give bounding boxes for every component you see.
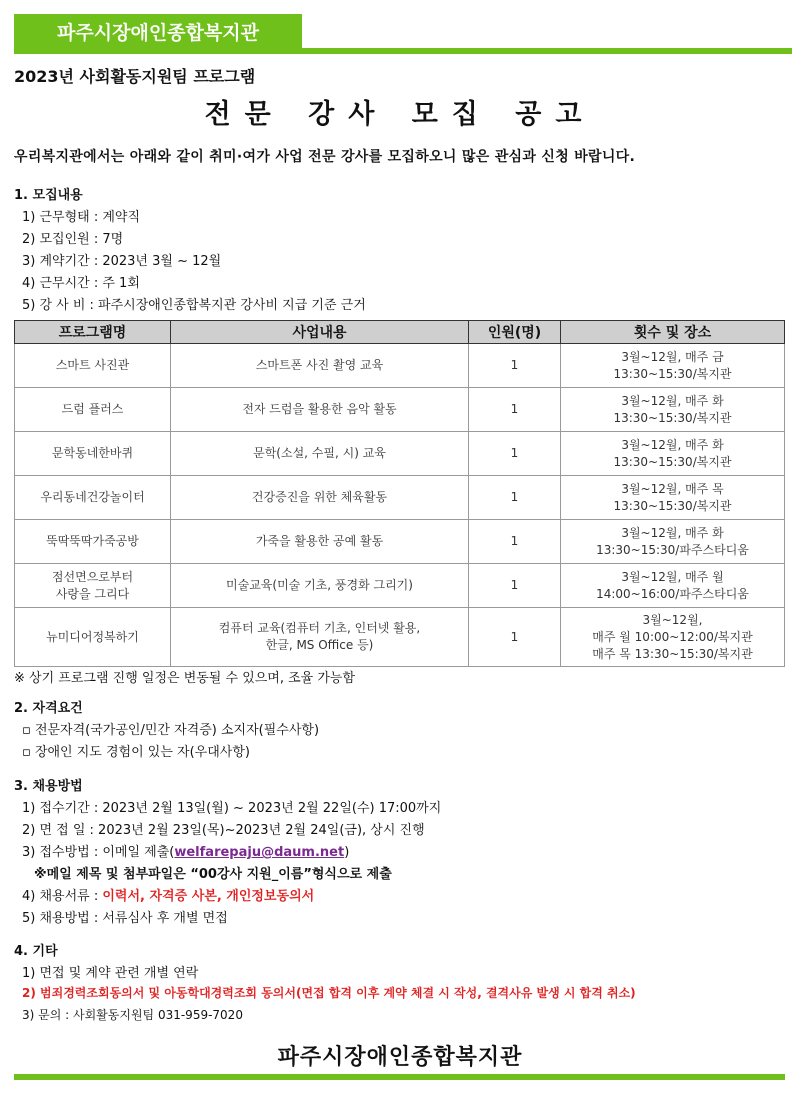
col-header-count: 인원(명) [469, 321, 561, 344]
schedule-line: 14:00~16:00/파주스타디움 [596, 586, 749, 601]
table-note: ※ 상기 프로그램 진행 일정은 변동될 수 있으며, 조율 가능함 [14, 671, 356, 686]
page-title: 전문 강사 모집 공고 [204, 99, 596, 130]
section3-heading: 3. 채용방법 [14, 779, 83, 794]
program-name-cell: 뉴미디어정복하기 [15, 608, 171, 667]
hiring-item-selection: 5) 채용방법 : 서류심사 후 개별 면접 [22, 911, 228, 926]
recruit-item: 4) 근무시간 : 주 1회 [22, 276, 140, 291]
program-name-cell: 점선면으로부터 사랑을 그리다 [15, 564, 171, 608]
schedule-line: 3월~12월, 매주 화 [621, 393, 724, 408]
col-header-schedule: 횟수 및 장소 [561, 321, 785, 344]
schedule-line: 13:30~15:30/복지관 [613, 498, 732, 513]
hiring-item-interview: 2) 면 접 일 : 2023년 2월 23일(목)~2023년 2월 24일(금), 상시 진행 [22, 823, 425, 838]
program-content-cell: 컴퓨터 교육(컴퓨터 기초, 인터넷 활용, 한글, MS Office 등) [171, 608, 469, 667]
table-row [15, 432, 785, 476]
program-content-cell: 문학(소설, 수필, 시) 교육 [171, 432, 469, 476]
intro-text: 우리복지관에서는 아래와 같이 취미·여가 사업 전문 강사를 모집하오니 많은 관심과 신청 바랍니다. [14, 149, 636, 165]
program-count-cell: 1 [469, 432, 561, 476]
footer-green-line [14, 1074, 785, 1080]
program-schedule-cell [561, 608, 785, 667]
header-org-label: 파주시장애인종합복지관 [14, 14, 302, 54]
table-row [15, 608, 785, 667]
program-schedule-cell [561, 388, 785, 432]
hiring-item-method [22, 841, 349, 860]
section1-heading: 1. 모집내용 [14, 188, 83, 203]
program-year-label: 2023년 사회활동지원팀 프로그램 [14, 67, 256, 86]
recruit-item: 2) 모집인원 : 7명 [22, 232, 124, 247]
other-item-consent: 2) 범죄경력조회동의서 및 아동학대경력조회 동의서(면접 합격 이후 계약 체결 시 작성, 결격사유 발생 시 합격 취소) [22, 986, 636, 1000]
method-suffix: ) [344, 845, 350, 860]
program-content-cell: 전자 드럼을 활용한 음악 활동 [171, 388, 469, 432]
schedule-line: 매주 목 13:30~15:30/복지관 [592, 646, 753, 661]
schedule-line: 13:30~15:30/복지관 [613, 410, 732, 425]
schedule-line: 13:30~15:30/파주스타디움 [596, 542, 749, 557]
schedule-line: 매주 월 10:00~12:00/복지관 [592, 629, 753, 644]
documents-prefix: 4) 채용서류 : [22, 889, 103, 904]
schedule-line: 13:30~15:30/복지관 [613, 366, 732, 381]
hiring-item-period: 1) 접수기간 : 2023년 2월 13일(월) ~ 2023년 2월 22일(수) 17:00까지 [22, 801, 442, 816]
program-count-cell: 1 [469, 476, 561, 520]
program-name-cell: 드럼 플러스 [15, 388, 171, 432]
program-name-cell: 문학동네한바퀴 [15, 432, 171, 476]
recruit-item: 3) 계약기간 : 2023년 3월 ~ 12월 [22, 254, 222, 269]
table-row [15, 564, 785, 608]
program-schedule-cell [561, 476, 785, 520]
program-name-cell: 스마트 사진관 [15, 344, 171, 388]
schedule-line: 13:30~15:30/복지관 [613, 454, 732, 469]
program-content-cell: 미술교육(미술 기초, 풍경화 그리기) [171, 564, 469, 608]
table-row [15, 388, 785, 432]
other-item-contact: 3) 문의 : 사회활동지원팀 031-959-7020 [22, 1008, 243, 1022]
program-schedule-cell [561, 344, 785, 388]
program-name-cell: 뚝딱뚝딱가죽공방 [15, 520, 171, 564]
documents-list: 이력서, 자격증 사본, 개인정보동의서 [102, 889, 315, 904]
program-schedule-cell [561, 564, 785, 608]
program-name-cell: 우리동네건강놀이터 [15, 476, 171, 520]
header-banner [14, 14, 792, 54]
program-content-cell: 스마트폰 사진 촬영 교육 [171, 344, 469, 388]
program-content-cell: 가죽을 활용한 공예 활동 [171, 520, 469, 564]
program-schedule-cell [561, 520, 785, 564]
program-count-cell: 1 [469, 608, 561, 667]
col-header-content: 사업내용 [171, 321, 469, 344]
section4-heading: 4. 기타 [14, 944, 58, 959]
email-link[interactable]: welfarepaju@daum.net [174, 845, 345, 860]
recruit-item: 5) 강 사 비 : 파주시장애인종합복지관 강사비 지급 기준 근거 [22, 298, 366, 313]
schedule-line: 3월~12월, 매주 화 [621, 437, 724, 452]
hiring-item-documents [22, 885, 314, 904]
table-row [15, 520, 785, 564]
program-schedule-cell [561, 432, 785, 476]
program-content-cell: 건강증진을 위한 체육활동 [171, 476, 469, 520]
recruit-item: 1) 근무형태 : 계약직 [22, 210, 141, 225]
program-count-cell: 1 [469, 388, 561, 432]
qualification-item: ▫ 장애인 지도 경험이 있는 자(우대사항) [22, 745, 250, 760]
program-count-cell: 1 [469, 564, 561, 608]
schedule-line: 3월~12월, 매주 월 [621, 569, 724, 584]
col-header-program: 프로그램명 [15, 321, 171, 344]
program-count-cell: 1 [469, 520, 561, 564]
schedule-line: 3월~12월, 매주 금 [621, 349, 724, 364]
mail-format-note: ※메일 제목 및 첨부파일은 “00강사 지원_이름”형식으로 제출 [34, 867, 392, 882]
schedule-line: 3월~12월, [642, 612, 703, 627]
qualification-item: ▫ 전문자격(국가공인/민간 자격증) 소지자(필수사항) [22, 723, 320, 738]
section2-heading: 2. 자격요건 [14, 701, 83, 716]
method-prefix: 3) 접수방법 : 이메일 제출( [22, 845, 175, 860]
program-table [14, 320, 785, 667]
table-row [15, 344, 785, 388]
table-header-row [15, 321, 785, 344]
schedule-line: 3월~12월, 매주 목 [621, 481, 724, 496]
schedule-line: 3월~12월, 매주 화 [621, 525, 724, 540]
program-count-cell: 1 [469, 344, 561, 388]
table-row [15, 476, 785, 520]
other-item: 1) 면접 및 계약 관련 개별 연락 [22, 966, 199, 981]
footer-org-name: 파주시장애인종합복지관 [277, 1045, 523, 1070]
